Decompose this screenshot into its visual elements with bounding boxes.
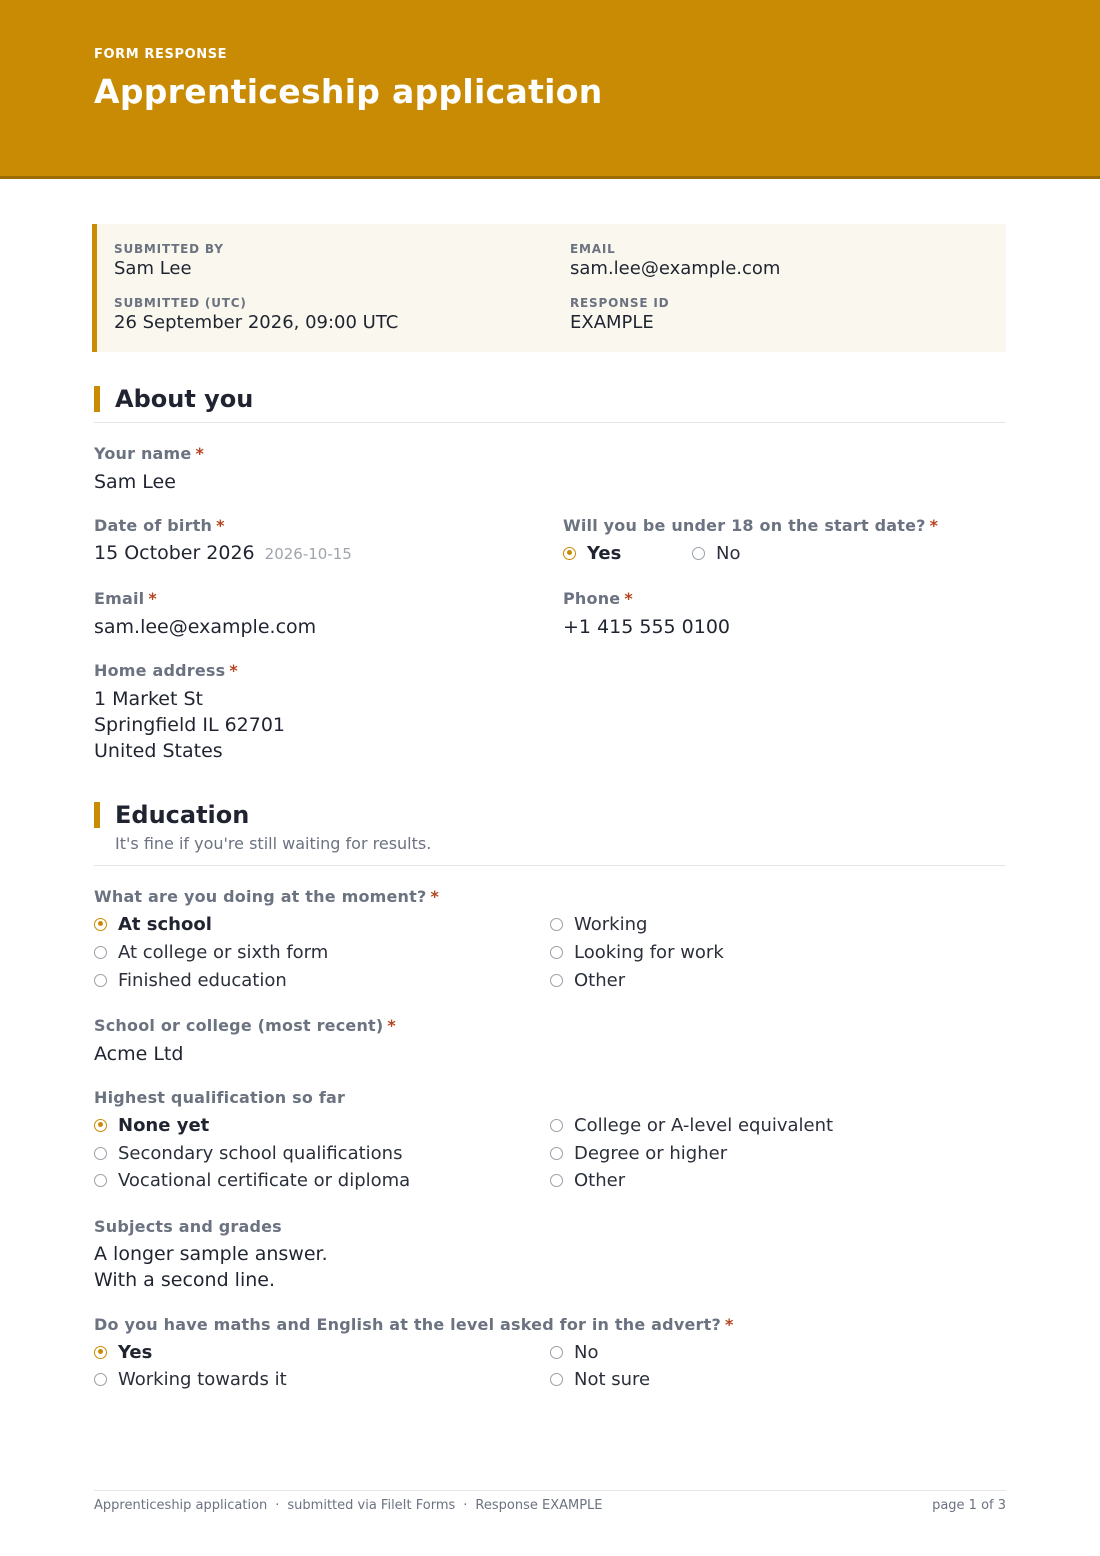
radio-empty-icon (550, 1174, 563, 1187)
name-answer: Sam Lee (94, 471, 176, 493)
phone-answer: +1 415 555 0100 (563, 616, 731, 638)
section-title-education: Education (94, 802, 249, 828)
radio-empty-icon (550, 974, 563, 987)
dob-answer (94, 540, 352, 567)
dob-value: 15 October 2026 (94, 542, 255, 564)
doing-option[interactable]: At school (94, 913, 212, 935)
maths-english-option[interactable]: Working towards it (94, 1368, 287, 1390)
radio-empty-icon (94, 946, 107, 959)
doing-option[interactable]: Finished education (94, 969, 287, 991)
maths-english-option[interactable]: Not sure (550, 1368, 650, 1390)
under18-option-no[interactable]: No (692, 542, 740, 564)
form-header (0, 0, 1100, 179)
footer-response: Response EXAMPLE (475, 1498, 603, 1513)
radio-empty-icon (94, 1373, 107, 1386)
radio-selected-icon (94, 1119, 107, 1132)
response-id (570, 295, 669, 334)
qualification-option[interactable]: Degree or higher (550, 1142, 727, 1164)
radio-selected-icon (563, 547, 576, 560)
required-mark: * (624, 589, 633, 608)
submitted-by-value: Sam Lee (114, 258, 192, 279)
footer-form-name: Apprenticeship application (94, 1498, 268, 1513)
submitted-by-label: SUBMITTED BY (114, 242, 224, 256)
radio-empty-icon (550, 1119, 563, 1132)
radio-empty-icon (550, 1373, 563, 1386)
dob-label: Date of birth * (94, 516, 225, 535)
header-eyebrow: FORM RESPONSE (94, 47, 228, 62)
radio-empty-icon (550, 918, 563, 931)
maths-english-option[interactable]: No (550, 1341, 598, 1363)
address-line: Springfield IL 62701 (94, 714, 286, 736)
meta-email (570, 241, 780, 280)
subjects-line: A longer sample answer. (94, 1243, 328, 1265)
radio-empty-icon (692, 547, 705, 560)
meta-email-label: EMAIL (570, 242, 616, 256)
qualification-option[interactable]: Vocational certificate or diploma (94, 1169, 410, 1191)
doing-option[interactable]: Looking for work (550, 941, 724, 963)
radio-empty-icon (550, 946, 563, 959)
radio-selected-icon (94, 918, 107, 931)
section-subtitle-education: It's fine if you're still waiting for results. (115, 834, 432, 853)
required-mark: * (430, 887, 440, 906)
school-answer: Acme Ltd (94, 1043, 184, 1065)
maths-english-option[interactable]: Yes (94, 1341, 152, 1363)
qualification-option[interactable]: College or A-level equivalent (550, 1114, 833, 1136)
subjects-answer (94, 1241, 328, 1293)
section-divider (94, 422, 1006, 423)
email-label: Email * (94, 589, 157, 608)
submitted-by (114, 241, 224, 280)
address-line: United States (94, 740, 223, 762)
response-id-value: EXAMPLE (570, 312, 654, 333)
footer-via: submitted via FileIt Forms (287, 1498, 456, 1513)
name-label: Your name * (94, 444, 205, 463)
under18-label: Will you be under 18 on the start date? * (563, 516, 939, 535)
radio-empty-icon (550, 1147, 563, 1160)
qualification-option[interactable]: Secondary school qualifications (94, 1142, 402, 1164)
submission-meta (92, 224, 1006, 352)
school-label: School or college (most recent) * (94, 1016, 396, 1035)
footer-separator: · (463, 1498, 468, 1513)
radio-empty-icon (94, 1174, 107, 1187)
qualification-option[interactable]: None yet (94, 1114, 209, 1136)
section-divider (94, 865, 1006, 866)
address-line: 1 Market St (94, 688, 203, 710)
doing-option[interactable]: At college or sixth form (94, 941, 328, 963)
required-mark: * (195, 444, 205, 463)
required-mark: * (387, 1016, 396, 1035)
footer-info (94, 1498, 603, 1513)
submitted-utc-value: 26 September 2026, 09:00 UTC (114, 312, 399, 333)
page-number: page 1 of 3 (932, 1498, 1006, 1513)
footer-separator: · (275, 1498, 280, 1513)
email-answer: sam.lee@example.com (94, 616, 317, 638)
subjects-label: Subjects and grades (94, 1217, 282, 1236)
submitted-utc-label: SUBMITTED (UTC) (114, 296, 247, 310)
doing-option[interactable]: Other (550, 969, 625, 991)
page-title: Apprenticeship application (94, 72, 603, 111)
radio-empty-icon (550, 1346, 563, 1359)
section-title-about: About you (94, 386, 253, 412)
subjects-line: With a second line. (94, 1269, 275, 1291)
radio-selected-icon (94, 1346, 107, 1359)
required-mark: * (216, 516, 225, 535)
under18-option-yes[interactable]: Yes (563, 542, 621, 564)
phone-label: Phone * (563, 589, 633, 608)
qualification-label: Highest qualification so far (94, 1088, 346, 1107)
required-mark: * (929, 516, 939, 535)
submitted-utc (114, 295, 398, 334)
required-mark: * (148, 589, 157, 608)
doing-label: What are you doing at the moment? * (94, 887, 440, 906)
address-answer (94, 686, 285, 764)
footer-divider (94, 1490, 1006, 1491)
qualification-option[interactable]: Other (550, 1169, 625, 1191)
radio-empty-icon (94, 974, 107, 987)
required-mark: * (229, 661, 238, 680)
response-id-label: RESPONSE ID (570, 296, 670, 310)
dob-iso: 2026-10-15 (264, 545, 352, 563)
address-label: Home address * (94, 661, 238, 680)
radio-empty-icon (94, 1147, 107, 1160)
meta-email-value: sam.lee@example.com (570, 258, 781, 279)
required-mark: * (724, 1315, 734, 1334)
doing-option[interactable]: Working (550, 913, 647, 935)
maths-english-label: Do you have maths and English at the level asked for in the advert? * (94, 1315, 734, 1334)
